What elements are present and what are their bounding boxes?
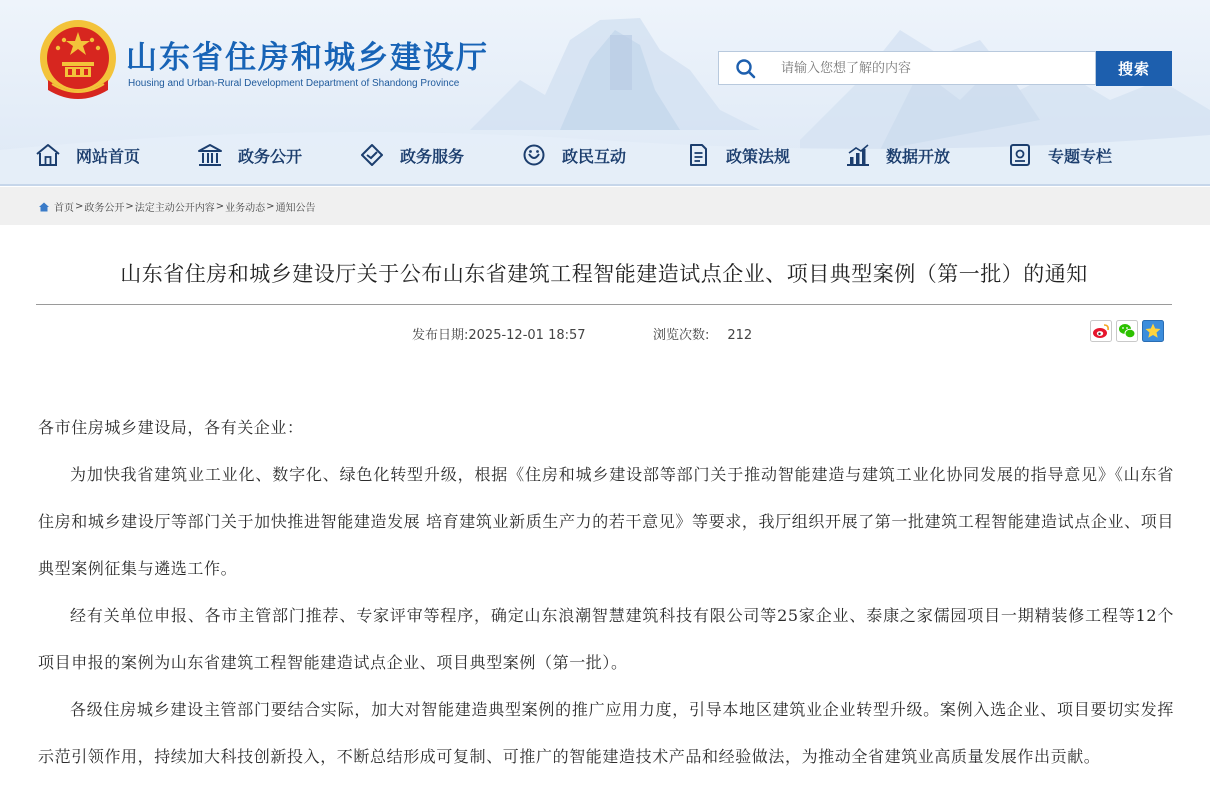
- interaction-icon: [520, 142, 548, 168]
- nav-item-topics[interactable]: [1006, 138, 1112, 172]
- national-emblem-icon: [38, 18, 118, 104]
- site-header: [0, 0, 1210, 186]
- service-icon: [358, 142, 386, 168]
- breadcrumb-separator: >: [125, 200, 134, 212]
- nav-item-label: 数据开放: [886, 146, 951, 166]
- favorite-icon[interactable]: [1142, 320, 1164, 342]
- views-label: 浏览次数:: [653, 328, 710, 343]
- breadcrumb-item-statutory[interactable]: 法定主动公开内容: [134, 202, 215, 214]
- breadcrumb-separator: >: [75, 200, 84, 212]
- nav-item-policy[interactable]: [684, 138, 790, 172]
- nav-item-gov-service[interactable]: [358, 138, 464, 172]
- article-paragraph: 各级住房城乡建设主管部门要结合实际，加大对智能建造典型案例的推广应用力度，引导本地区建筑业企业转型升级。案例入选企业、项目要切实发挥示范引领作用，持续加大科技创新投入，不断总结形成可复制、可推广的智能建造技术产品和经验做法，为推动全省建筑业高质量发展作出贡献。: [38, 700, 1174, 766]
- breadcrumb-home-icon: [38, 201, 50, 212]
- home-icon: [34, 142, 62, 168]
- views-value: 212: [727, 328, 753, 343]
- breadcrumb-separator: >: [215, 200, 225, 212]
- publish-value: 2025-12-01 18:57: [468, 328, 586, 343]
- publish-date: [412, 324, 586, 343]
- header-divider: [0, 184, 1210, 186]
- breadcrumb-item-gov-affairs[interactable]: 政务公开: [84, 202, 125, 214]
- view-count: [653, 324, 752, 343]
- article-salutation: 各市住房城乡建设局，各有关企业：: [38, 418, 304, 437]
- document-icon: [684, 142, 712, 168]
- search-button[interactable]: 搜索: [1096, 51, 1172, 86]
- main-nav: [34, 138, 1184, 172]
- nav-item-label: 政民互动: [562, 146, 627, 166]
- topic-icon: [1006, 142, 1034, 168]
- weibo-icon[interactable]: [1090, 320, 1112, 342]
- breadcrumb-item-business[interactable]: 业务动态: [225, 202, 266, 214]
- building-icon: [196, 142, 224, 168]
- search-icon: [735, 58, 757, 80]
- nav-item-interaction[interactable]: [520, 138, 626, 172]
- nav-item-open-data[interactable]: [844, 138, 950, 172]
- site-title: 山东省住房和城乡建设厅: [126, 40, 489, 76]
- nav-item-label: 政务公开: [238, 146, 303, 166]
- nav-item-label: 网站首页: [76, 146, 141, 166]
- article-body: [38, 404, 1174, 780]
- nav-item-home[interactable]: [34, 138, 140, 172]
- share-buttons: [1090, 320, 1164, 342]
- breadcrumb-item-notices[interactable]: 通知公告: [275, 202, 316, 214]
- site-subtitle: Housing and Urban-Rural Development Department of Shandong Province: [128, 78, 460, 89]
- breadcrumb: [0, 187, 1210, 225]
- nav-item-label: 政策法规: [726, 146, 791, 166]
- nav-item-label: 政务服务: [400, 146, 465, 166]
- article-title: 山东省住房和城乡建设厅关于公布山东省建筑工程智能建造试点企业、项目典型案例（第一批）的通知: [120, 262, 1088, 286]
- search-box: [718, 51, 1096, 85]
- breadcrumb-separator: >: [266, 200, 275, 212]
- title-divider: [36, 304, 1172, 305]
- nav-item-gov-affairs[interactable]: [196, 138, 302, 172]
- chart-icon: [844, 142, 872, 168]
- nav-item-label: 专题专栏: [1048, 146, 1113, 166]
- search-input[interactable]: [781, 52, 1081, 84]
- publish-label: 发布日期:: [412, 328, 469, 343]
- breadcrumb-item-home[interactable]: 首页: [54, 202, 74, 214]
- article-paragraph: 为加快我省建筑业工业化、数字化、绿色化转型升级，根据《住房和城乡建设部等部门关于推动智能建造与建筑工业化协同发展的指导意见》《山东省住房和城乡建设厅等部门关于加快推进智能建造发展 培育建筑业新质生产力的若干意见》等要求，我厅组织开展了第一批建筑工程智能建造试点企业、项目典型案例征集与遴选工作。: [38, 465, 1174, 578]
- article-paragraph: 经有关单位申报、各市主管部门推荐、专家评审等程序，确定山东浪潮智慧建筑科技有限公司等25家企业、泰康之家儒园项目一期精装修工程等12个项目申报的案例为山东省建筑工程智能建造试点企业、项目典型案例（第一批）。: [38, 606, 1174, 672]
- wechat-icon[interactable]: [1116, 320, 1138, 342]
